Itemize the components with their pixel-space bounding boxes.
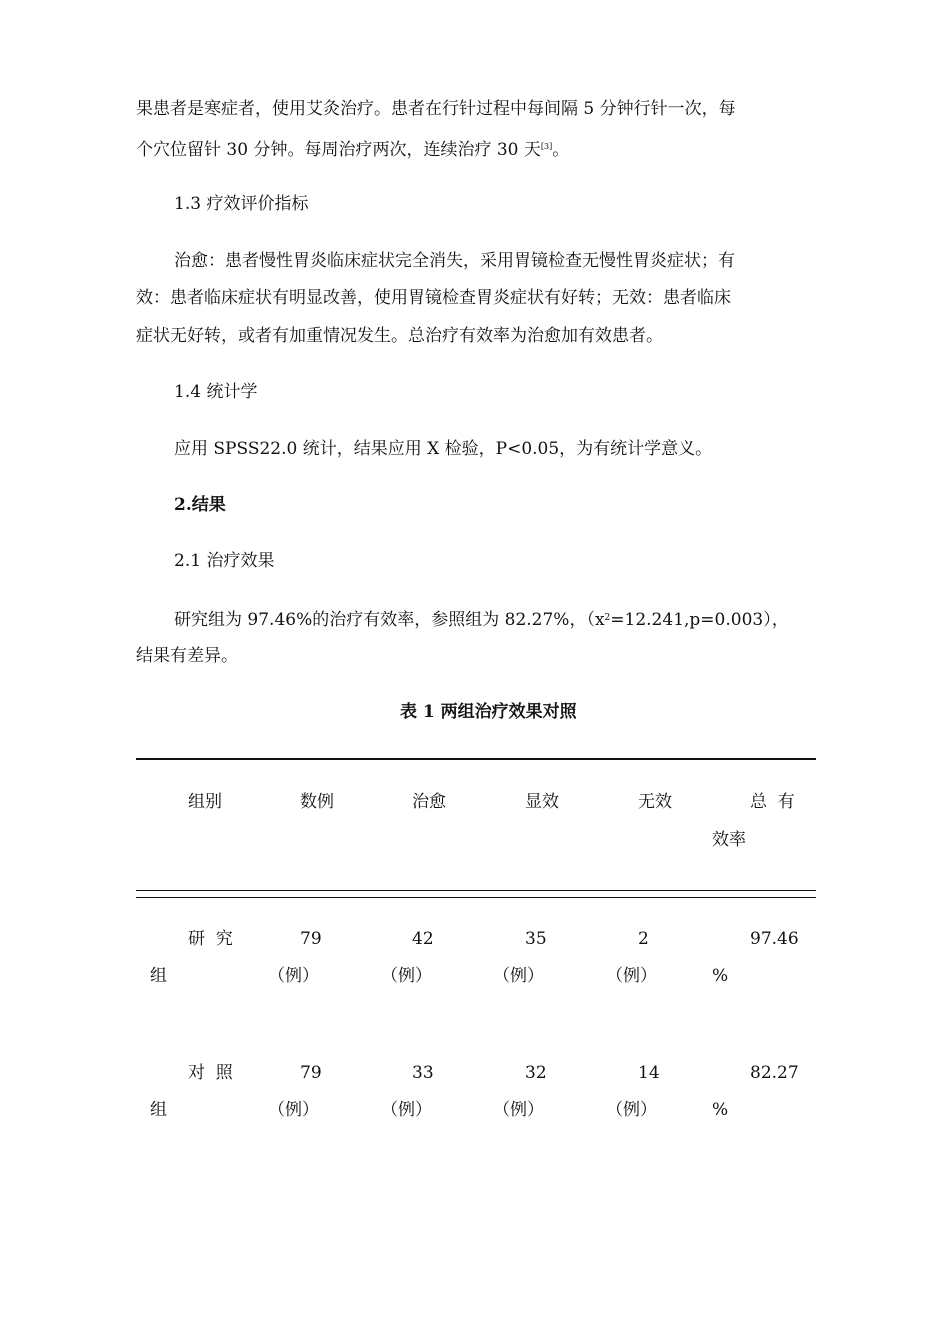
section-heading-2: 2.结果 [174, 495, 226, 515]
paragraph-line: 治愈：患者慢性胃炎临床症状完全消失，采用胃镜检查无慢性胃炎症状；有 [174, 251, 735, 271]
citation-ref: [3] [540, 142, 553, 151]
table-header-cured: 治愈 [412, 792, 446, 812]
table-cell-unit: （例） [381, 1100, 432, 1120]
paragraph-line: 应用 SPSS22.0 统计，结果应用 X 检验，P<0.05，为有统计学意义。 [174, 439, 713, 459]
table-cell-rate-unit: % [712, 1100, 729, 1120]
table-top-rule [136, 758, 816, 760]
table-cell-ineffective: 14 [638, 1063, 660, 1083]
table-cell-unit: （例） [606, 966, 657, 986]
paragraph-line: 效：患者临床症状有明显改善，使用胃镜检查胃炎症状有好转；无效：患者临床 [136, 288, 731, 308]
table-cell-count: 79 [300, 1063, 322, 1083]
section-heading-1-3: 1.3 疗效评价指标 [174, 194, 309, 214]
table-cell-group-cont: 组 [150, 966, 167, 986]
table-header-ineffective: 无效 [638, 792, 672, 812]
paragraph-line [174, 607, 789, 631]
table-header-rule [136, 890, 816, 891]
table-cell-marked: 35 [525, 929, 547, 949]
paragraph-line: 结果有差异。 [136, 646, 238, 666]
table-cell-cured: 42 [412, 929, 434, 949]
table-cell-ineffective: 2 [638, 929, 649, 949]
table-header-group: 组别 [188, 792, 222, 812]
table-cell-unit: （例） [381, 966, 432, 986]
table-cell-cured: 33 [412, 1063, 434, 1083]
table-cell-group-cont: 组 [150, 1100, 167, 1120]
table-header-rule-double [136, 897, 816, 898]
table-header-marked: 显效 [525, 792, 559, 812]
paragraph-text: 个穴位留针 30 分钟。每周治疗两次，连续治疗 30 天 [136, 140, 541, 160]
table-cell-unit: （例） [268, 1100, 319, 1120]
paragraph-text: =12.241,p=0.003）， [610, 610, 789, 630]
paragraph-line [136, 136, 569, 161]
section-heading-2-1: 2.1 治疗效果 [174, 551, 275, 571]
table-cell-marked: 32 [525, 1063, 547, 1083]
table-header-total: 总 有 [750, 792, 795, 812]
table-title: 表 1 两组治疗效果对照 [400, 702, 577, 722]
paragraph-text-end: 。 [552, 140, 570, 160]
superscript: 2 [604, 613, 611, 623]
section-heading-1-4: 1.4 统计学 [174, 382, 258, 402]
table-cell-unit: （例） [493, 966, 544, 986]
table-header-total-cont: 效率 [712, 830, 746, 850]
table-cell-unit: （例） [606, 1100, 657, 1120]
table-cell-unit: （例） [268, 966, 319, 986]
table-cell-rate: 82.27 [750, 1063, 799, 1083]
table-cell-unit: （例） [493, 1100, 544, 1120]
table-header-count: 数例 [300, 792, 334, 812]
table-cell-count: 79 [300, 929, 322, 949]
table-cell-group: 对 照 [188, 1063, 233, 1083]
paragraph-text: 研究组为 97.46%的治疗有效率，参照组为 82.27%，（x [174, 610, 605, 630]
table-cell-group: 研 究 [188, 929, 233, 949]
table-cell-rate-unit: % [712, 966, 729, 986]
paragraph-line: 果患者是寒症者，使用艾灸治疗。患者在行针过程中每间隔 5 分钟行针一次，每 [136, 99, 736, 119]
table-cell-rate: 97.46 [750, 929, 799, 949]
paragraph-line: 症状无好转，或者有加重情况发生。总治疗有效率为治愈加有效患者。 [136, 326, 663, 346]
